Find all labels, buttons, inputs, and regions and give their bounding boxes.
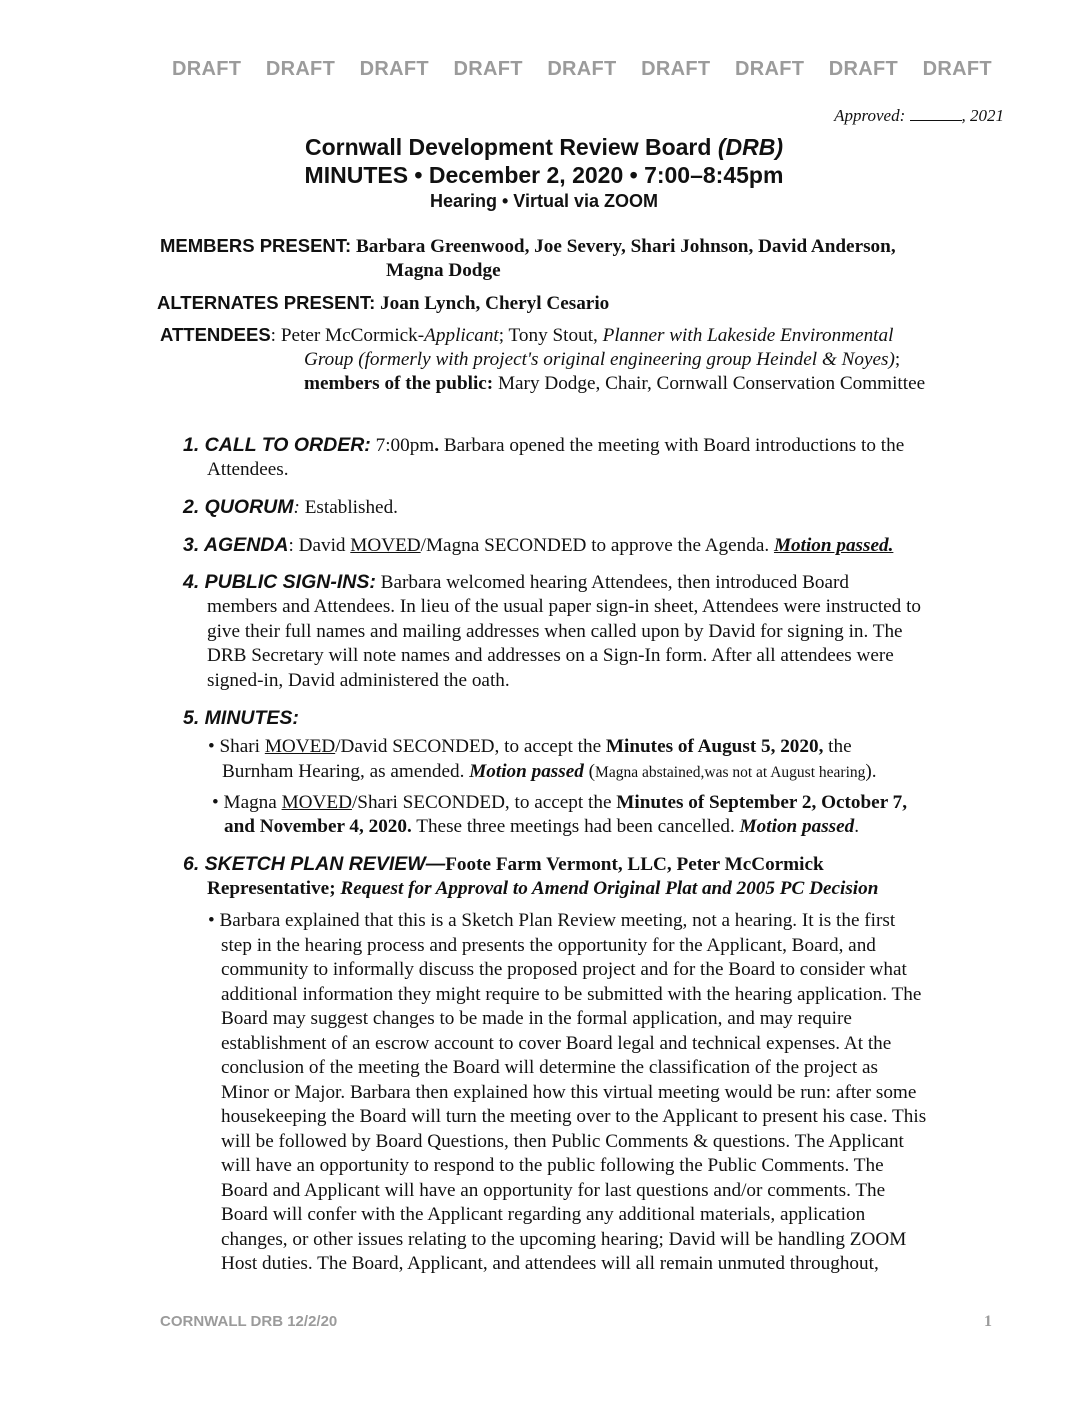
attendees-line2: Group (formerly with project's original engineering group Heindel & Noyes);	[304, 349, 901, 370]
draft-word: DRAFT	[547, 58, 617, 80]
draft-word: DRAFT	[828, 58, 899, 80]
attendees: ATTENDEES: Peter McCormick-Applicant; Tony Stout, Planner with Lakeside Environmental	[160, 324, 894, 346]
members-present: MEMBERS PRESENT: Barbara Greenwood, Joe Severy, Shari Johnson, David Anderson,	[160, 235, 896, 257]
minutes-bullet-1-cont: Burnham Hearing, as amended. Motion passed (Magna abstained,was not at August hearing).	[222, 761, 877, 782]
text-line: DRB Secretary will note names and addresses on a Sign-In form. After all attendees were	[207, 645, 894, 666]
hearing-line: Hearing • Virtual via ZOOM	[429, 191, 659, 211]
approved-year: , 2021	[961, 106, 1004, 125]
page-title	[0, 134, 1088, 161]
minutes-bullet-1: • Shari MOVED/David SECONDED, to accept the Minutes of August 5, 2020, the	[208, 736, 852, 757]
draft-word: DRAFT	[734, 58, 805, 80]
title-abbrev: (DRB)	[717, 134, 783, 160]
page-number: 1	[984, 1313, 992, 1330]
sketch-para-line: step in the hearing process and presents the opportunity for the Applicant, Board, and	[221, 935, 876, 956]
sketch-para-line: Board may suggest changes to be made in the formal application, and may require	[221, 1008, 852, 1029]
item-sketch-plan-review: 6. SKETCH PLAN REVIEW—Foote Farm Vermont, LLC, Peter McCormick	[183, 853, 824, 875]
draft-word: DRAFT	[453, 58, 523, 80]
sketch-para-line: Minor or Major. Barbara then explained how this virtual meeting would be run: after some	[221, 1082, 917, 1103]
sketch-para-line: changes, or other issues relating to the upcoming hearing; David will be handling ZOOM	[221, 1229, 907, 1250]
sketch-para-line: Board will confer with the Applicant regarding any additional materials, application	[221, 1204, 866, 1225]
text-line: signed-in, David administered the oath.	[207, 670, 510, 691]
sketch-plan-subhead: Representative; Request for Approval to Amend Original Plat and 2005 PC Decision	[207, 878, 879, 899]
sketch-para-line: Host duties. The Board, Applicant, and attendees will all remain unmuted throughout,	[221, 1253, 879, 1274]
sketch-para-line: community to informally discuss the proposed project and for the Board to consider what	[221, 959, 907, 980]
text-line: members and Attendees. In lieu of the usual paper sign-in sheet, Attendees were instructed to	[207, 596, 921, 617]
members-names-cont: Magna Dodge	[386, 260, 501, 281]
item-call-to-order-cont: Attendees.	[207, 459, 289, 480]
text-line: give their full names and mailing addresses when called upon by David for signing in. The	[207, 621, 903, 642]
draft-word: DRAFT	[265, 58, 336, 80]
draft-word: DRAFT	[641, 58, 711, 80]
approved-line	[834, 106, 1004, 126]
sketch-para-line: will be followed by Board Questions, then Public Comments & questions. The Applicant	[221, 1131, 904, 1152]
draft-watermark	[172, 58, 992, 81]
draft-word: DRAFT	[359, 58, 429, 80]
item-call-to-order: 1. CALL TO ORDER: 7:00pm. Barbara opened the meeting with Board introductions to the	[183, 434, 905, 456]
item-agenda: 3. AGENDA: David MOVED/Magna SECONDED to approve the Agenda. Motion passed.	[183, 534, 894, 556]
draft-word: DRAFT	[922, 58, 992, 80]
footer-doc-id: CORNWALL DRB 12/2/20	[160, 1313, 338, 1330]
alternates-present: ALTERNATES PRESENT: Joan Lynch, Cheryl Cesario	[157, 292, 610, 314]
sketch-para-line: additional information they might require to be submitted with the hearing application. The	[221, 984, 922, 1005]
minutes-bullet-2: • Magna MOVED/Shari SECONDED, to accept the Minutes of September 2, October 7,	[212, 792, 908, 813]
item-public-sign-ins: 4. PUBLIC SIGN-INS: Barbara welcomed hearing Attendees, then introduced Board	[183, 571, 849, 593]
alternates-names: Joan Lynch, Cheryl Cesario	[380, 293, 610, 314]
alternates-label: ALTERNATES PRESENT	[157, 292, 370, 313]
item-quorum: 2. QUORUM: Established.	[183, 496, 398, 518]
attendees-public: members of the public: Mary Dodge, Chair, Cornwall Conservation Committee	[304, 373, 926, 394]
sketch-para-line: • Barbara explained that this is a Sketch Plan Review meeting, not a hearing. It is the first	[208, 910, 896, 931]
sketch-para-line: will have an opportunity to respond to the public following the Public Comments. The	[221, 1155, 884, 1176]
item-minutes: 5. MINUTES:	[183, 707, 299, 729]
title-text: Cornwall Development Review Board	[305, 134, 718, 160]
members-names: Barbara Greenwood, Joe Severy, Shari Johnson, David Anderson,	[356, 236, 896, 257]
sketch-para-line: establishment of an escrow account to cover Board legal and technical expenses. At the	[221, 1033, 892, 1054]
sketch-para-line: housekeeping the Board will turn the meeting over to the Applicant to present his case. This	[221, 1106, 927, 1127]
sketch-para-line: conclusion of the meeting the Board will determine the classification of the project as	[221, 1057, 878, 1078]
minutes-bullet-2-cont: and November 4, 2020. These three meetings had been cancelled. Motion passed.	[224, 816, 860, 837]
draft-word: DRAFT	[172, 58, 242, 80]
approved-label: Approved:	[834, 106, 906, 125]
attendees-label: ATTENDEES	[160, 324, 271, 345]
members-label: MEMBERS PRESENT	[160, 235, 346, 256]
approved-blank	[910, 106, 962, 121]
minutes-date-line: MINUTES • December 2, 2020 • 7:00–8:45pm	[304, 162, 784, 188]
sketch-para-line: Board and Applicant will have an opportunity for last questions and/or comments. The	[221, 1180, 886, 1201]
